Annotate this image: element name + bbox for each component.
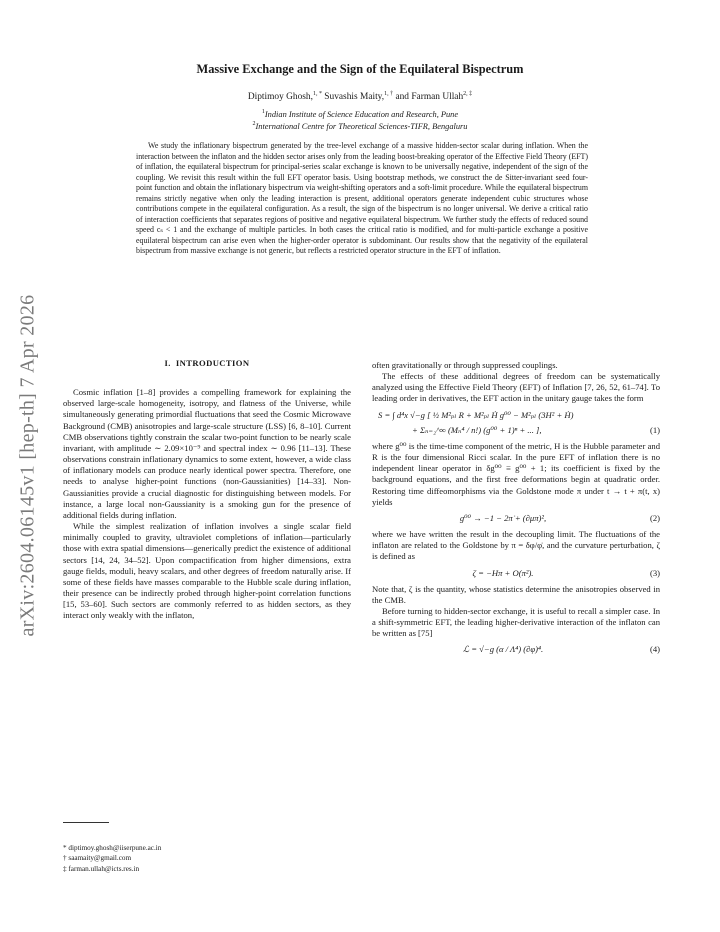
section-heading — [63, 358, 351, 369]
right-paragraph-3: where g⁰⁰ is the time-time component of the metric, H is the Hubble parameter and R is the four dimensional Ricci scalar. In the pure EFT of inflation there is no independent linear operator in δg⁰⁰ ≡ g⁰⁰ + 1; its coefficient is fixed by the background equations, and the first free deformations begin at quadratic order. Restoring time diffeomorphisms via the Goldstone mode π under t → t + π(t, x) yields — [372, 440, 660, 507]
author-2: Suvashis Maity, — [321, 92, 385, 103]
equation-2-number: (2) — [649, 512, 660, 523]
intro-paragraph-2: While the simplest realization of inflation involves a single scalar field minimally coupled to gravity, ultraviolet completions of inflation—particularly those with extra spatial dimensions—generically predict the existence of additional sectors [14, 24, 34–52]. Upon compactification from higher dimensions, extra gauge fields, moduli, heavy scalars, and other degrees of freedom naturally arise. If some of these fields have masses comparable to the Hubble scale during inflation, their presence can be indirectly probed through higher-point correlation functions [15, 53–60]. Such sectors are commonly referred to as hidden sectors, as they interact only weakly with the inflaton, — [63, 521, 351, 621]
equation-2 — [372, 513, 660, 524]
equation-1-line-1: S = ∫ d⁴x √−g [ ½ M²ₚₗ R + M²ₚₗ Ḣ g⁰⁰ − M²ₚₗ (3H² + Ḣ) — [378, 409, 574, 420]
footnote-1: * diptimoy.ghosh@iiserpune.ac.in — [63, 844, 162, 852]
author-1: Diptimoy Ghosh, — [247, 92, 313, 103]
right-column — [372, 360, 660, 661]
affiliation-2-mark: 2 — [252, 121, 256, 127]
equation-4-number: (4) — [649, 644, 660, 655]
equation-2-body: g⁰⁰ → −1 − 2π̇ + (∂μπ)², — [459, 512, 547, 523]
arxiv-stamp-text: arXiv:2604.06145v1 [hep-th] 7 Apr 2026 — [16, 294, 39, 636]
right-paragraph-1: often gravitationally or through suppressed couplings. — [372, 360, 558, 370]
equation-3-number: (3) — [649, 567, 660, 578]
equation-1-line-2: + Σₙ₌₂^∞ (Mₙ⁴ / n!) (g⁰⁰ + 1)ⁿ + ... ], — [412, 424, 542, 435]
author-list — [100, 91, 620, 102]
equation-4 — [372, 644, 660, 655]
left-column — [63, 358, 351, 621]
affiliation-1 — [100, 109, 620, 119]
affiliation-1-text: Indian Institute of Science Education and Research, Pune — [264, 109, 459, 119]
section-number: I. — [164, 358, 171, 368]
affiliation-2-text: International Centre for Theoretical Sciences-TIFR, Bengaluru — [255, 121, 468, 131]
arxiv-stamp — [10, 250, 46, 680]
right-paragraph-2: The effects of these additional degrees of freedom can be systematically analyzed using the Effective Field Theory (EFT) of Inflation [7, 26, 52, 61–74]. To leading order in derivatives, the EFT action in the unitary gauge takes the form — [372, 371, 660, 404]
equation-3 — [372, 568, 660, 579]
author-3-marks: 2, ‡ — [463, 91, 473, 97]
paper-title: Massive Exchange and the Sign of the Equilateral Bispectrum — [196, 62, 524, 76]
equation-1 — [372, 410, 660, 436]
abstract-text: We study the inflationary bispectrum generated by the tree-level exchange of a massive hidden-sector scalar during inflation. When the interaction between the inflaton and the hidden sector arises only from the leading boost-breaking operator of the Effective Field Theory (EFT) of inflation, the equilateral bispectrum for principal-series scalar exchange is known to be universally negative, independent of the sign of the coupling. We revisit this result within the full EFT operator basis. Using bootstrap methods, we construct the de Sitter-invariant seed four-point function and obtain the inflationary bispectrum via weight-shifting operators and a soft-limit procedure. While the equilateral bispectrum remains strictly negative when only the leading interaction is present, additional operators generate independent cubic structures whose contributions compete in the equilateral configuration. As a result, the sign of the bispectrum is no longer universal. We derive a critical ratio of interaction coefficients that separates regions of positive and negative equilateral bispectrum. We further study the effects of reduced sound speed cₛ < 1 and the exchange of multiple particles. In both cases the critical ratio is modified, and for multi-particle exchange a positive equilateral bispectrum can arise even when the higher-order operator is subdominant. Our results show that the negativity of the equilateral bispectrum from massive exchange is not generic, but reflects a restricted operator structure in the EFT of inflation. — [136, 141, 588, 255]
right-paragraph-5: Note that, ζ is the quantity, whose statistics determine the anisotropies observed in the CMB. — [372, 583, 660, 605]
footnote-3: ‡ farman.ullah@icts.res.in — [63, 864, 140, 873]
affiliation-2 — [100, 121, 620, 131]
author-3: and Farman Ullah — [393, 92, 464, 103]
footnote-rule — [63, 822, 109, 823]
author-2-marks: 1, † — [384, 91, 394, 97]
affiliation-1-mark: 1 — [261, 109, 265, 115]
right-paragraph-4: where we have written the result in the decoupling limit. The fluctuations of the inflaton are related to the Goldstone by π = δφ/φ̇, and the curvature perturbation, ζ is defined as — [372, 529, 660, 562]
equation-3-body: ζ = −Hπ + O(π²). — [472, 567, 534, 578]
right-paragraph-6: Before turning to hidden-sector exchange, it is useful to recall a simpler case. In a shift-symmetric EFT, the leading higher-derivative interaction of the inflaton can be written as [75] — [372, 605, 660, 639]
footnotes — [63, 843, 161, 874]
equation-4-body: ℒ = √−g (α / Λ⁴) (∂φ)⁴. — [462, 644, 544, 655]
author-1-marks: 1, * — [312, 91, 322, 97]
footnote-2: † saamaity@gmail.com — [63, 854, 132, 863]
section-title: INTRODUCTION — [175, 358, 250, 368]
intro-paragraph-1: Cosmic inflation [1–8] provides a compelling framework for explaining the observed large-scale homogeneity, isotropy, and flatness of the Universe, while simultaneously generating primordial fluctuations that seed the Cosmic Microwave Background (CMB) anisotropies and large-scale structure (LSS) [6, 8–10]. Current CMB observations tightly constrain the scalar two-point function to be nearly scale invariant, with amplitude ∼ 2.09×10⁻⁹ and spectral index ∼ 0.96 [11–13]. These observations constrain inflationary dynamics to some extent, however, a wide class of inflationary models can produce nearly identical power spectra. Therefore, one needs to analyse higher-point functions (non-Gaussianities) [14–33]. Non-Gaussianities provide a crucial diagnostic for distinguishing between models. For instance, a large local non-Gaussianity is a smoking gun for the presence of additional fields during inflation. — [63, 387, 351, 520]
equation-1-number: (1) — [649, 424, 660, 435]
abstract — [136, 141, 588, 257]
